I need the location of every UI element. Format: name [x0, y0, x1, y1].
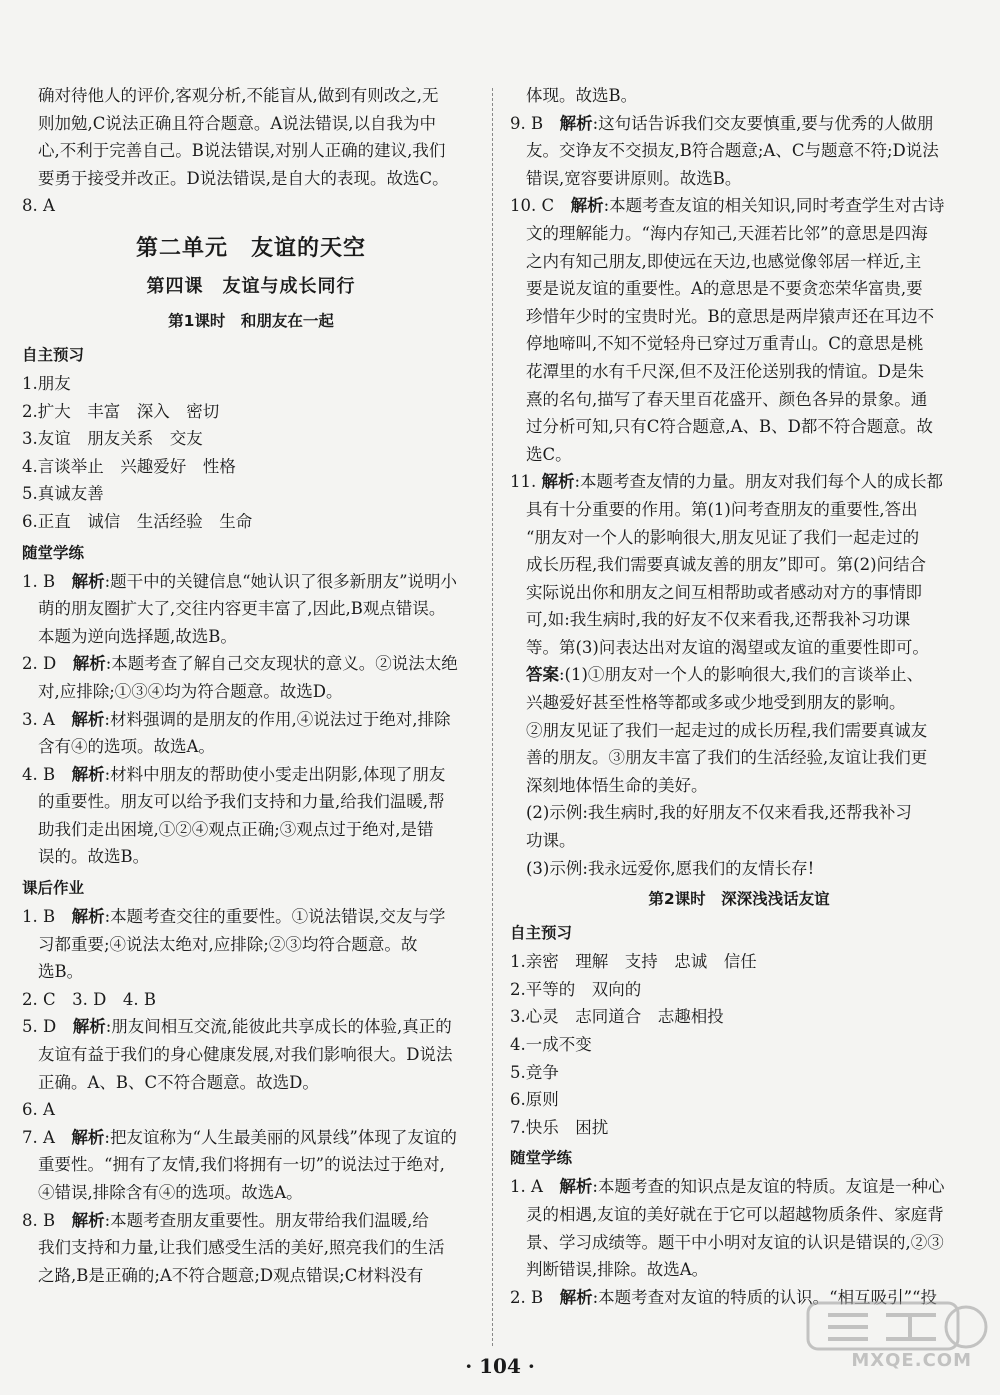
line-text: :本题考查朋友重要性。朋友带给我们温暖,给	[104, 1210, 429, 1230]
answer-item: 2. C 3. D 4. B	[22, 989, 156, 1009]
keyword-label: 解析	[559, 1177, 593, 1197]
item-number: 4. B	[22, 764, 72, 784]
keyword-label: 解析	[71, 571, 105, 591]
answer-item	[22, 706, 480, 734]
line-text: :本题考查了解自己交友现状的意义。②说法太绝	[105, 654, 458, 674]
column-divider	[492, 88, 493, 1346]
left-column	[22, 82, 480, 1289]
answer-item	[22, 903, 480, 931]
answer-text-line: 体现。故选B。	[526, 86, 638, 105]
answer-item	[22, 1013, 480, 1041]
answer-item	[22, 761, 480, 789]
item-number: 2. D	[22, 654, 73, 674]
answer-text-line: 萌的朋友圈扩大了,交往内容更丰富了,因此,B观点错误。	[38, 599, 446, 619]
line-text: :本题考查友谊的相关知识,同时考查学生对古诗	[603, 196, 945, 216]
section-heading: 课后作业	[22, 879, 85, 898]
answer-text-line: 则加勉,C说法正确且符合题意。A说法错误,以自我为中	[38, 113, 437, 133]
line-text: :题干中的关键信息“她认识了很多新朋友”说明小	[104, 571, 458, 591]
line-text: :这句话告诉我们交友要慎重,要与优秀的人做朋	[592, 113, 934, 133]
keyword-label: 解析	[71, 709, 105, 729]
answer-text-line: 实际说出你和朋友之间互相帮助或者感动对方的事情即	[526, 582, 922, 602]
keyword-label: 解析	[559, 1287, 593, 1307]
answer-text-line: 停地啼叫,不知不觉轻舟已穿过万重青山。C的意思是桃	[526, 334, 924, 354]
watermark-logo-icon	[800, 1297, 990, 1357]
answer-text-line: 要是说友谊的重要性。A的意思是不要贪恋荣华富贵,要	[526, 279, 923, 299]
keyword-label: 解析	[559, 113, 593, 133]
item-number: 9. B	[510, 113, 560, 133]
answer-item	[510, 1173, 968, 1201]
answer-text-line: 具有十分重要的作用。第(1)问考查朋友的重要性,答出	[526, 499, 918, 519]
line-text: :(1)①朋友对一个人的影响很大,我们的言谈举止、	[559, 665, 924, 685]
answer-text-line: ②朋友见证了我们一起走过的成长历程,我们需要真诚友	[526, 720, 928, 740]
answer-item: 6.原则	[510, 1090, 559, 1110]
answer-text-line: 兴趣爱好甚至性格等都或多或少地受到朋友的影响。	[526, 693, 906, 713]
line-text: :本题考查的知识点是友谊的特质。友谊是一种心	[592, 1177, 945, 1197]
answer-item: 3.友谊 朋友关系 交友	[22, 429, 203, 449]
answer-item: 1.亲密 理解 支持 忠诚 信任	[510, 952, 757, 972]
answer-text-line: 判断错误,排除。故选A。	[526, 1260, 709, 1280]
answer-text-line: 熹的名句,描写了春天里百花盛开、颜色各异的景象。通	[526, 389, 928, 409]
item-number: 1. B	[22, 907, 72, 927]
answer-text-line: 重要性。“拥有了友情,我们将拥有一切”的说法过于绝对,	[38, 1155, 445, 1175]
answer-item: 1.朋友	[22, 373, 71, 393]
answer-item: 5.竞争	[510, 1062, 559, 1082]
answer-item	[22, 568, 480, 596]
keyword-label: 解析	[541, 472, 575, 492]
answer-text-line: 等。第(3)问表达出对友谊的渴望或友谊的重要性即可。	[526, 637, 929, 657]
keyword-label: 解析	[72, 1017, 106, 1037]
item-number: 2. B	[510, 1287, 560, 1307]
answer-item: 5.真诚友善	[22, 484, 104, 504]
section-heading: 随堂学练	[510, 1149, 573, 1168]
line-text: :本题考查友情的力量。朋友对我们每个人的成长都	[574, 472, 944, 492]
answer-text-line: 确对待他人的评价,客观分析,不能盲从,做到有则改之,无	[38, 86, 439, 105]
answer-text-line: 珍惜年少时的宝贵时光。B的意思是两岸猿声还在耳边不	[526, 306, 935, 326]
answer-text-line: (3)示例:我永远爱你,愿我们的友情长存!	[526, 858, 815, 878]
line-text: :本题考查交往的重要性。①说法错误,交友与学	[104, 907, 446, 927]
answer-text-line: 正确。A、B、C不符合题意。故选D。	[38, 1072, 319, 1092]
answer-text-line: 误的。故选B。	[38, 847, 150, 867]
answer-text-line: 对,应排除;①③④均为符合题意。故选D。	[38, 681, 343, 701]
item-number: 5. D	[22, 1017, 73, 1037]
answer-text-line: 习都重要;④说法太绝对,应排除;②③均符合题意。故	[38, 934, 418, 954]
answer-text-line: 心,不利于完善自己。B说法错误,对别人正确的建议,我们	[38, 141, 446, 161]
line-text: :本题考查对友谊的特质的认识。“相互吸引”“投	[592, 1287, 937, 1307]
answer-item: 2.扩大 丰富 深入 密切	[22, 401, 220, 421]
answer-text-line: 灵的相遇,友谊的美好就在于它可以超越物质条件、家庭背	[526, 1204, 944, 1224]
keyword-label: 解析	[71, 764, 105, 784]
watermark-url: MXQE.COM	[851, 1350, 972, 1371]
answer-text-line: 友。交诤友不交损友,B符合题意;A、C与题意不符;D说法	[526, 141, 939, 161]
watermark-logo	[800, 1297, 990, 1377]
period-title: 第2课时 深深浅浅话友谊	[648, 890, 830, 909]
answer-text-line: 花潭里的水有千尺深,但不及汪伦送别我的情谊。D是朱	[526, 361, 924, 381]
answer-text-line: 选B。	[38, 962, 84, 982]
answer-text-line: 深刻地体悟生命的美好。	[526, 775, 708, 795]
answer-text-line: 的重要性。朋友可以给予我们支持和力量,给我们温暖,帮	[38, 792, 445, 812]
section-heading: 自主预习	[22, 345, 85, 364]
item-number: 11.	[510, 472, 542, 492]
answer-item	[510, 192, 968, 220]
answer-text-line: 本题为逆向选择题,故选B。	[38, 626, 237, 646]
section-heading: 随堂学练	[22, 543, 85, 562]
answer-text-line: 文的理解能力。“海内存知己,天涯若比邻”的意思是四海	[526, 223, 928, 243]
answer-item: 3.心灵 志同道合 志趣相投	[510, 1007, 724, 1027]
answer-item	[510, 468, 968, 496]
answer-item: 8. A	[22, 196, 55, 216]
item-number: 3. A	[22, 709, 72, 729]
answer-text-line: 功课。	[526, 831, 576, 851]
answer-text-line: 错误,宽容要讲原则。故选B。	[526, 168, 742, 188]
answer-item	[22, 650, 480, 678]
answer-text-line: 景、学习成绩等。题干中小明对友谊的认识是错误的,②③	[526, 1232, 944, 1252]
answer-text-line: ④错误,排除含有④的选项。故选A。	[38, 1183, 303, 1202]
answer-text-line: (2)示例:我生病时,我的好朋友不仅来看我,还帮我补习	[526, 803, 912, 823]
right-column	[510, 82, 968, 1311]
unit-title: 第二单元 友谊的天空	[135, 234, 366, 261]
keyword-label: 解析	[71, 1127, 105, 1147]
lesson-title: 第四课 友谊与成长同行	[146, 275, 356, 297]
answer-text-line: 可,如:我生病时,我的好友不仅来看我,还帮我补习功课	[526, 610, 911, 630]
answer-text-line: 含有④的选项。故选A。	[38, 737, 215, 757]
answer-text-line: 友谊有益于我们的身心健康发展,对我们影响很大。D说法	[38, 1045, 453, 1065]
line-text: :材料强调的是朋友的作用,④说法过于绝对,排除	[104, 709, 451, 729]
page-number: · 104 ·	[465, 1354, 535, 1378]
section-heading: 自主预习	[510, 924, 573, 943]
line-text: :朋友间相互交流,能彼此共享成长的体验,真正的	[105, 1017, 452, 1037]
keyword-label: 解析	[71, 907, 105, 927]
period-title: 第1课时 和朋友在一起	[168, 311, 334, 330]
answer-text-line	[510, 661, 968, 689]
keyword-label: 答案	[526, 665, 559, 685]
answer-text-line: 要勇于接受并改正。D说法错误,是自大的表现。故选C。	[38, 168, 449, 188]
item-number: 1. B	[22, 571, 72, 591]
answer-text-line: “朋友对一个人的影响很大,朋友见证了我们一起走过的	[526, 527, 920, 547]
answer-text-line: 助我们走出困境,①②④观点正确;③观点过于绝对,是错	[38, 819, 434, 839]
keyword-label: 解析	[570, 196, 604, 216]
keyword-label: 解析	[71, 1210, 105, 1230]
keyword-label: 解析	[72, 654, 106, 674]
answer-item	[22, 1207, 480, 1235]
item-number: 7. A	[22, 1127, 72, 1147]
answer-text-line: 过分析可知,只有C符合题意,A、B、D都不符合题意。故	[526, 417, 933, 437]
answer-item: 7.快乐 困扰	[510, 1117, 609, 1137]
line-text: :把友谊称为“人生最美丽的风景线”体现了友谊的	[104, 1127, 457, 1147]
answer-text-line: 善的朋友。③朋友丰富了我们的生活经验,友谊让我们更	[526, 748, 928, 768]
answer-item	[510, 110, 968, 138]
answer-item: 4.一成不变	[510, 1035, 592, 1054]
answer-item: 6.正直 诚信 生活经验 生命	[22, 511, 253, 531]
answer-text-line: 成长历程,我们需要真诚友善的朋友”即可。第(2)问结合	[526, 555, 927, 575]
answer-text-line: 选C。	[526, 444, 572, 464]
line-text: :材料中朋友的帮助使小雯走出阴影,体现了朋友	[104, 764, 446, 784]
answer-item: 2.平等的 双向的	[510, 979, 642, 999]
item-number: 1. A	[510, 1177, 560, 1197]
answer-text-line: 之内有知己朋友,即使远在天边,也感觉像邻居一样近,主	[526, 251, 922, 271]
item-number: 10. C	[510, 196, 571, 216]
answer-text-line: 之路,B是正确的;A不符合题意;D观点错误;C材料没有	[38, 1265, 424, 1285]
answer-item: 6. A	[22, 1100, 55, 1120]
answer-item: 4.言谈举止 兴趣爱好 性格	[22, 456, 236, 476]
item-number: 8. B	[22, 1210, 72, 1230]
answer-item	[22, 1124, 480, 1152]
answer-text-line: 我们支持和力量,让我们感受生活的美好,照亮我们的生活	[38, 1238, 445, 1258]
